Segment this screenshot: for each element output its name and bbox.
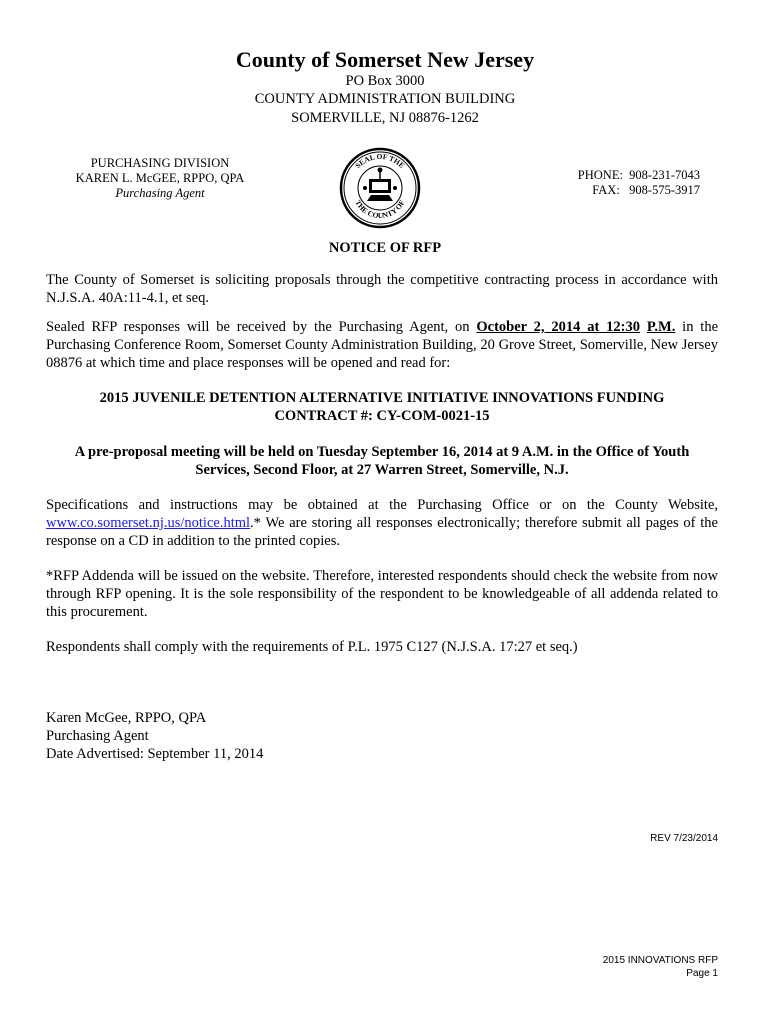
signer-name: Karen McGee, RPPO, QPA (46, 710, 207, 726)
due-date: October 2, 2014 at 12:30 (476, 319, 640, 335)
division-name: PURCHASING DIVISION (90, 156, 230, 170)
submission-paragraph (46, 318, 718, 372)
svg-text:THE COUNTY OF (353, 198, 406, 220)
address-city: SOMERVILLE, NJ 08876-1262 (291, 110, 479, 126)
contact-block (540, 168, 700, 198)
address-po-box: PO Box 3000 (345, 73, 425, 89)
signature-block (46, 709, 263, 763)
addenda-paragraph: *RFP Addenda will be issued on the website. Therefore, interested respondents should check the website from now through RFP opening. It is the sole responsibility of the respondent to be knowledgeable of all addenda related to this procurement. (46, 568, 718, 620)
compliance-paragraph: Respondents shall comply with the requirements of P.L. 1975 C127 (N.J.S.A. 17:27 et seq.) (46, 639, 578, 655)
signer-title: Purchasing Agent (46, 728, 149, 744)
date-advertised: Date Advertised: September 11, 2014 (46, 746, 264, 762)
pre-proposal-meeting: A pre-proposal meeting will be held on Tuesday September 16, 2014 at 9 A.M. in the Office of Youth Services, Second Floor, at 27 Warren Street, Somerville, N.J. (74, 444, 690, 478)
contract-heading (46, 389, 718, 425)
purchasing-division-block (60, 156, 260, 201)
footer-doc-name: 2015 INNOVATIONS RFP (602, 955, 718, 966)
intro-paragraph: The County of Somerset is soliciting proposals through the competitive contracting process in accordance with N.J.S.A. 40A:11-4.1, et seq. (46, 272, 718, 306)
address-building: COUNTY ADMINISTRATION BUILDING (254, 91, 516, 107)
contract-number: CONTRACT #: CY-COM-0021-15 (274, 408, 490, 424)
county-seal-icon (339, 147, 421, 229)
county-website-link[interactable]: www.co.somerset.nj.us/notice.html (46, 515, 251, 531)
revision-label: REV 7/23/2014 (650, 833, 718, 844)
submission-text-end: in the Purchasing Conference Room, Somerset County Administration Building, 20 Grove Street, Somerville, New Jersey 08876 at which time and place responses will be opened and read for: (46, 319, 719, 371)
seal-bottom-text: THE COUNTY OF (353, 198, 407, 221)
agent-title: Purchasing Agent (115, 186, 205, 200)
page-footer (560, 954, 718, 980)
specifications-paragraph: Specifications and instructions may be obtained at the Purchasing Office or on the County Website, www.co.somerset.nj.us/notice.html.* We are storing all responses electronically; therefore submit all pages of the response on a CD in addition to the printed copies. (46, 497, 718, 549)
phone-number: PHONE: 908-231-7043 (577, 168, 700, 182)
contract-title: 2015 JUVENILE DETENTION ALTERNATIVE INITIATIVE INNOVATIONS FUNDING (99, 390, 665, 406)
seal-top-text: SEAL OF THE (353, 151, 407, 171)
document-title: County of Somerset New Jersey (235, 47, 535, 72)
due-time-pm: P.M. (646, 319, 676, 335)
submission-text-start: Sealed RFP responses will be received by the Purchasing Agent, on (46, 319, 477, 335)
fax-number: FAX: 908-575-3917 (592, 183, 700, 197)
page-number: Page 1 (686, 968, 718, 979)
notice-title: NOTICE OF RFP (328, 240, 442, 256)
agent-name: KAREN L. McGEE, RPPO, QPA (75, 171, 245, 185)
